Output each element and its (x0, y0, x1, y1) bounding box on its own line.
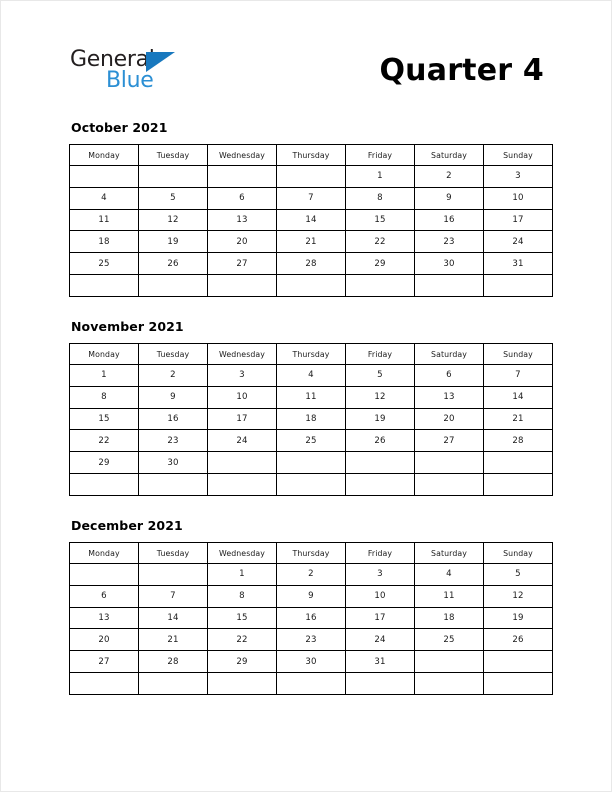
day-cell[interactable]: 16 (139, 408, 208, 430)
day-cell[interactable]: 19 (139, 231, 208, 253)
day-cell[interactable]: 13 (415, 386, 484, 408)
calendar-table-november (69, 343, 553, 496)
day-cell[interactable]: 3 (346, 564, 415, 586)
week-row (70, 386, 553, 408)
weekday-header-sunday: Sunday (484, 145, 553, 166)
calendar-table-october (69, 144, 553, 297)
day-cell[interactable] (208, 274, 277, 296)
day-cell[interactable] (415, 651, 484, 673)
weekday-header-thursday: Thursday (277, 344, 346, 365)
weekday-header-wednesday: Wednesday (208, 145, 277, 166)
day-cell[interactable] (208, 473, 277, 495)
calendar-body (70, 365, 553, 496)
day-cell[interactable]: 26 (346, 430, 415, 452)
day-cell[interactable]: 9 (415, 187, 484, 209)
day-cell[interactable]: 5 (484, 564, 553, 586)
week-row (70, 231, 553, 253)
day-cell[interactable] (415, 452, 484, 474)
day-cell[interactable] (277, 473, 346, 495)
day-cell[interactable]: 14 (484, 386, 553, 408)
calendar-table-december (69, 542, 553, 695)
weekday-header-wednesday: Wednesday (208, 344, 277, 365)
weekday-header-friday: Friday (346, 145, 415, 166)
day-cell[interactable]: 20 (70, 629, 139, 651)
weekday-header-saturday: Saturday (415, 543, 484, 564)
month-block-october (69, 120, 545, 297)
day-cell[interactable]: 18 (70, 231, 139, 253)
day-cell[interactable]: 17 (346, 607, 415, 629)
day-cell[interactable] (346, 452, 415, 474)
day-cell[interactable]: 15 (208, 607, 277, 629)
week-row (70, 430, 553, 452)
week-row (70, 564, 553, 586)
day-cell[interactable]: 19 (484, 607, 553, 629)
day-cell[interactable]: 16 (415, 209, 484, 231)
day-cell[interactable]: 19 (346, 408, 415, 430)
day-cell[interactable]: 11 (415, 585, 484, 607)
day-cell[interactable]: 16 (277, 607, 346, 629)
day-cell[interactable]: 31 (484, 253, 553, 275)
day-cell[interactable] (415, 672, 484, 694)
day-cell[interactable] (346, 672, 415, 694)
day-cell[interactable]: 27 (208, 253, 277, 275)
day-cell[interactable]: 23 (139, 430, 208, 452)
day-cell[interactable]: 5 (139, 187, 208, 209)
day-cell[interactable]: 20 (208, 231, 277, 253)
day-cell[interactable]: 24 (208, 430, 277, 452)
day-cell[interactable] (208, 672, 277, 694)
day-cell[interactable]: 3 (484, 166, 553, 188)
month-title: November 2021 (71, 319, 184, 334)
day-cell[interactable] (70, 564, 139, 586)
day-cell[interactable]: 12 (484, 585, 553, 607)
weekday-header-tuesday: Tuesday (139, 344, 208, 365)
day-cell[interactable]: 8 (346, 187, 415, 209)
week-row (70, 187, 553, 209)
weekday-header-sunday: Sunday (484, 543, 553, 564)
weekday-header-monday: Monday (70, 344, 139, 365)
day-cell[interactable] (208, 166, 277, 188)
day-cell[interactable]: 27 (70, 651, 139, 673)
weekday-header-thursday: Thursday (277, 145, 346, 166)
week-row (70, 274, 553, 296)
day-cell[interactable]: 7 (139, 585, 208, 607)
day-cell[interactable]: 2 (277, 564, 346, 586)
day-cell[interactable]: 7 (277, 187, 346, 209)
day-cell[interactable]: 23 (415, 231, 484, 253)
day-cell[interactable]: 7 (484, 365, 553, 387)
brand-name-blue: Blue (106, 68, 154, 93)
calendar-body (70, 166, 553, 297)
day-cell[interactable]: 21 (277, 231, 346, 253)
day-cell[interactable]: 29 (346, 253, 415, 275)
day-cell[interactable]: 29 (70, 452, 139, 474)
day-cell[interactable]: 10 (208, 386, 277, 408)
day-cell[interactable]: 31 (346, 651, 415, 673)
week-row (70, 452, 553, 474)
week-row (70, 209, 553, 231)
week-row (70, 166, 553, 188)
weekday-header-saturday: Saturday (415, 145, 484, 166)
week-row (70, 408, 553, 430)
day-cell[interactable]: 27 (415, 430, 484, 452)
day-cell[interactable] (208, 452, 277, 474)
week-row (70, 253, 553, 275)
day-cell[interactable]: 30 (277, 651, 346, 673)
weekday-header-row (70, 344, 553, 365)
day-cell[interactable]: 14 (277, 209, 346, 231)
day-cell[interactable]: 25 (277, 430, 346, 452)
day-cell[interactable]: 24 (484, 231, 553, 253)
day-cell[interactable]: 15 (346, 209, 415, 231)
month-block-november (69, 319, 545, 496)
day-cell[interactable]: 17 (208, 408, 277, 430)
day-cell[interactable] (70, 473, 139, 495)
day-cell[interactable]: 2 (139, 365, 208, 387)
weekday-header-row (70, 145, 553, 166)
weekday-header-sunday: Sunday (484, 344, 553, 365)
day-cell[interactable]: 3 (208, 365, 277, 387)
day-cell[interactable]: 24 (346, 629, 415, 651)
day-cell[interactable]: 12 (139, 209, 208, 231)
day-cell[interactable] (346, 473, 415, 495)
page-header (1, 1, 612, 113)
day-cell[interactable]: 9 (139, 386, 208, 408)
weekday-header-monday: Monday (70, 145, 139, 166)
day-cell[interactable]: 1 (346, 166, 415, 188)
weekday-header-wednesday: Wednesday (208, 543, 277, 564)
day-cell[interactable] (139, 672, 208, 694)
day-cell[interactable]: 18 (277, 408, 346, 430)
day-cell[interactable]: 25 (70, 253, 139, 275)
day-cell[interactable]: 14 (139, 607, 208, 629)
day-cell[interactable]: 20 (415, 408, 484, 430)
day-cell[interactable] (70, 672, 139, 694)
day-cell[interactable]: 25 (415, 629, 484, 651)
week-row (70, 473, 553, 495)
week-row (70, 629, 553, 651)
day-cell[interactable]: 23 (277, 629, 346, 651)
day-cell[interactable]: 10 (346, 585, 415, 607)
weekday-header-tuesday: Tuesday (139, 543, 208, 564)
day-cell[interactable] (277, 166, 346, 188)
day-cell[interactable]: 18 (415, 607, 484, 629)
day-cell[interactable]: 1 (70, 365, 139, 387)
calendar-body (70, 564, 553, 695)
day-cell[interactable]: 28 (139, 651, 208, 673)
weekday-header-monday: Monday (70, 543, 139, 564)
day-cell[interactable] (139, 564, 208, 586)
day-cell[interactable] (415, 274, 484, 296)
day-cell[interactable]: 30 (139, 452, 208, 474)
weekday-header-friday: Friday (346, 344, 415, 365)
day-cell[interactable]: 22 (70, 430, 139, 452)
day-cell[interactable] (484, 452, 553, 474)
day-cell[interactable] (70, 166, 139, 188)
weekday-header-thursday: Thursday (277, 543, 346, 564)
day-cell[interactable]: 5 (346, 365, 415, 387)
day-cell[interactable]: 26 (139, 253, 208, 275)
day-cell[interactable] (277, 672, 346, 694)
day-cell[interactable]: 2 (415, 166, 484, 188)
day-cell[interactable]: 11 (277, 386, 346, 408)
day-cell[interactable]: 13 (208, 209, 277, 231)
day-cell[interactable]: 6 (208, 187, 277, 209)
week-row (70, 672, 553, 694)
day-cell[interactable] (484, 473, 553, 495)
week-row (70, 651, 553, 673)
day-cell[interactable]: 15 (70, 408, 139, 430)
day-cell[interactable]: 4 (70, 187, 139, 209)
day-cell[interactable]: 21 (139, 629, 208, 651)
day-cell[interactable]: 6 (70, 585, 139, 607)
day-cell[interactable]: 29 (208, 651, 277, 673)
day-cell[interactable]: 26 (484, 629, 553, 651)
day-cell[interactable]: 9 (277, 585, 346, 607)
brand-logo[interactable] (70, 47, 250, 101)
day-cell[interactable]: 10 (484, 187, 553, 209)
week-row (70, 607, 553, 629)
week-row (70, 585, 553, 607)
day-cell[interactable] (139, 166, 208, 188)
day-cell[interactable]: 30 (415, 253, 484, 275)
day-cell[interactable] (415, 473, 484, 495)
day-cell[interactable]: 28 (484, 430, 553, 452)
day-cell[interactable]: 17 (484, 209, 553, 231)
day-cell[interactable]: 4 (415, 564, 484, 586)
day-cell[interactable]: 6 (415, 365, 484, 387)
day-cell[interactable]: 8 (70, 386, 139, 408)
day-cell[interactable] (139, 274, 208, 296)
day-cell[interactable]: 28 (277, 253, 346, 275)
day-cell[interactable] (277, 274, 346, 296)
page-title: Quarter 4 (379, 53, 544, 88)
day-cell[interactable] (346, 274, 415, 296)
day-cell[interactable]: 22 (208, 629, 277, 651)
day-cell[interactable] (70, 274, 139, 296)
day-cell[interactable] (277, 452, 346, 474)
day-cell[interactable] (484, 672, 553, 694)
day-cell[interactable] (484, 651, 553, 673)
day-cell[interactable] (139, 473, 208, 495)
day-cell[interactable] (484, 274, 553, 296)
weekday-header-tuesday: Tuesday (139, 145, 208, 166)
day-cell[interactable]: 11 (70, 209, 139, 231)
day-cell[interactable]: 21 (484, 408, 553, 430)
day-cell[interactable]: 12 (346, 386, 415, 408)
month-title: October 2021 (71, 120, 168, 135)
weekday-header-friday: Friday (346, 543, 415, 564)
week-row (70, 365, 553, 387)
day-cell[interactable]: 8 (208, 585, 277, 607)
weekday-header-row (70, 543, 553, 564)
day-cell[interactable]: 4 (277, 365, 346, 387)
day-cell[interactable]: 13 (70, 607, 139, 629)
month-title: December 2021 (71, 518, 183, 533)
weekday-header-saturday: Saturday (415, 344, 484, 365)
brand-name-general: General (70, 47, 155, 72)
day-cell[interactable]: 1 (208, 564, 277, 586)
day-cell[interactable]: 22 (346, 231, 415, 253)
month-block-december (69, 518, 545, 695)
